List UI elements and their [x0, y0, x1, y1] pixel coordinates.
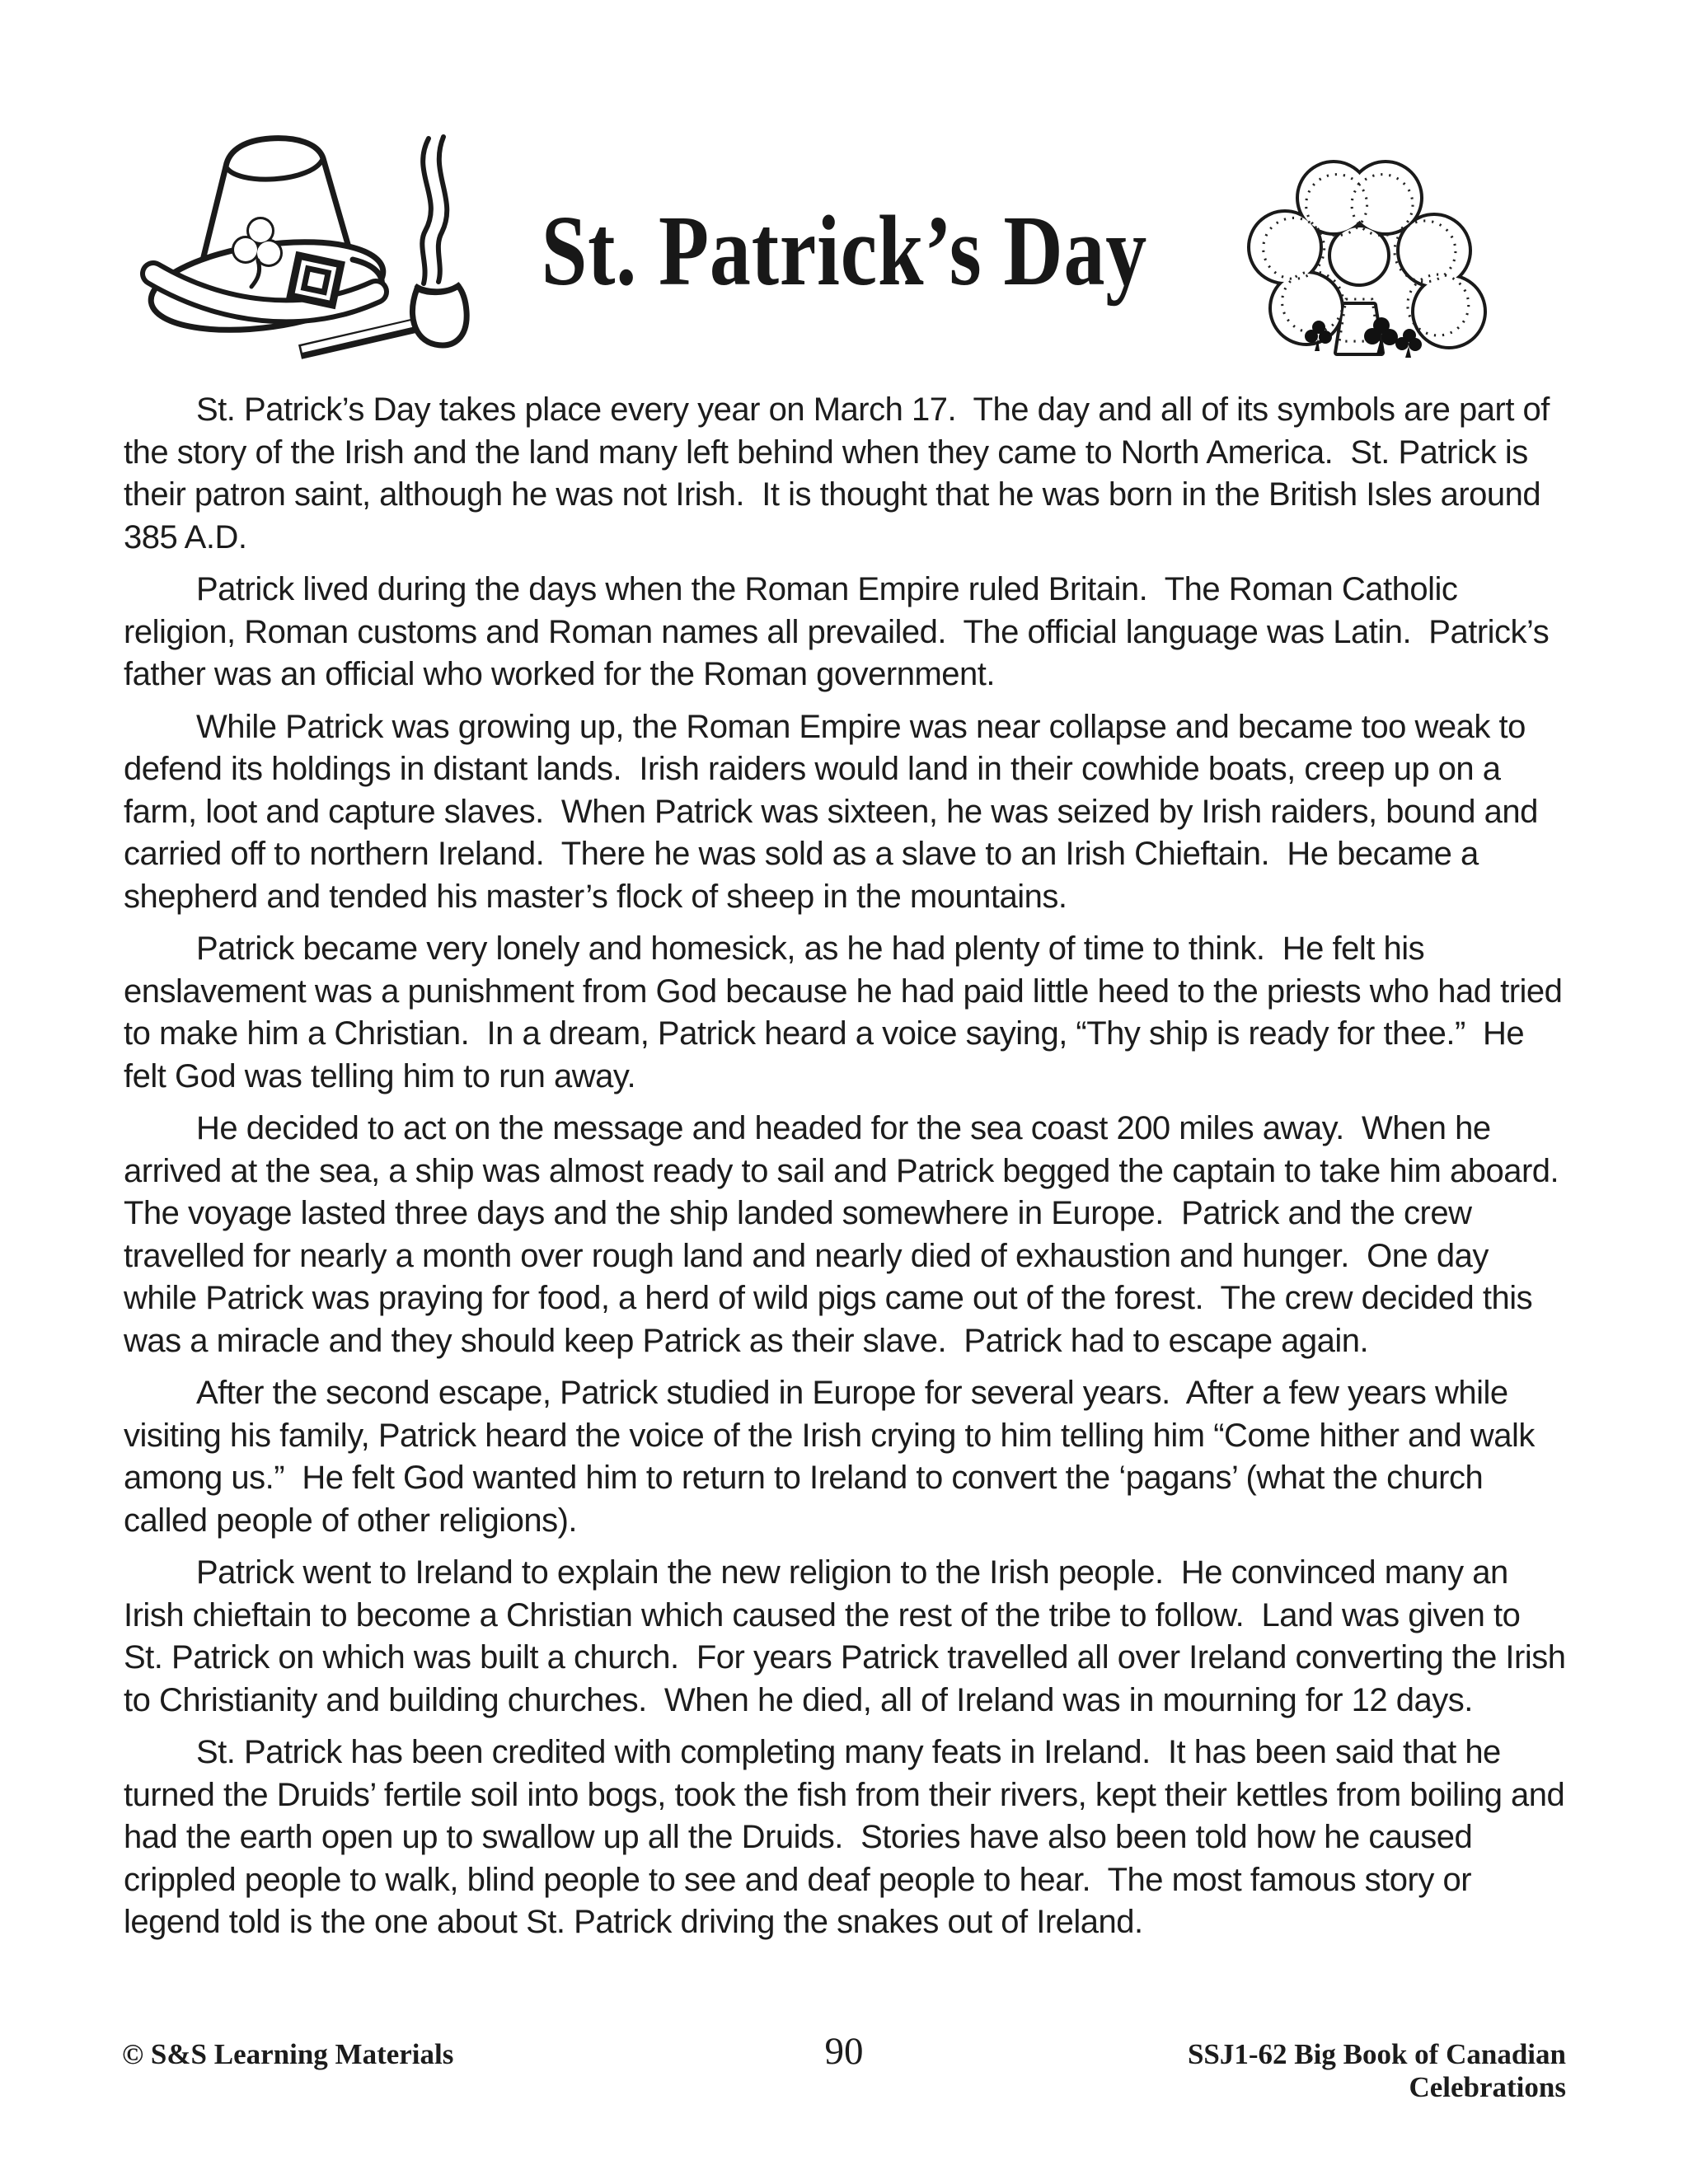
- paragraph-4: Patrick became very lonely and homesick, as he had plenty of time to think. He felt his enslavement was a punishment from God because he had paid little heed to the priests who had tried to make him a Christian. In a dream, Patrick heard a voice saying, “Thy ship is ready for thee.” He felt God was telling him to run away.: [124, 930, 1572, 1094]
- article-body: [124, 389, 1576, 1954]
- paragraph-2: Patrick lived during the days when the Roman Empire ruled Britain. The Roman Catholic religion, Roman customs and Roman names all prevailed. The official language was Latin. Patrick’s father was an official who worked for the Roman government.: [124, 571, 1558, 692]
- leprechaun-hat-pipe-drawing: [106, 115, 501, 387]
- paragraph-3: While Patrick was growing up, the Roman Empire was near collapse and became too weak to defend its holdings in distant lands. Irish raiders would land in their cowhide boats, creep up on a farm, loot and capture slaves. When Patrick was sixteen, he was seized by Irish raiders, bound and carried off to northern Ireland. There he was sold as a slave to an Irish Chieftain. He became a shepherd and tended his master’s flock of sheep in the mountains.: [124, 708, 1547, 915]
- page-number: 90: [824, 2030, 864, 2073]
- paragraph-7: Patrick went to Ireland to explain the new religion to the Irish people. He convinced many an Irish chieftain to become a Christian which caused the rest of the tribe to follow. Land was given to St. Patrick on which was built a church. For years Patrick travelled all over Ireland converting the Irish to Christianity and building churches. When he died, all of Ireland was in mourning for 12 days.: [124, 1554, 1575, 1718]
- paragraph-8: St. Patrick has been credited with completing many feats in Ireland. It has been said that he turned the Druids’ fertile soil into bogs, took the fish from their rivers, kept their kettles from boiling and had the earth open up to swallow up all the Druids. Stories have also been told how he caused crippled people to walk, blind people to see and deaf people to hear. The most famous story or legend told is the one about St. Patrick driving the snakes out of Ireland.: [124, 1734, 1573, 1940]
- copyright-text: © S&S Learning Materials: [122, 2038, 454, 2070]
- paragraph-6: After the second escape, Patrick studied in Europe for several years. After a few years while visiting his family, Patrick heard the voice of the Irish crying to him telling him “Come hither and walk among us.” He felt God wanted him to return to Ireland to convert the ‘pagans’ (what the church called people of other religions).: [124, 1375, 1544, 1539]
- shamrock-icon: [1193, 120, 1568, 383]
- source-text: SSJ1-62 Big Book of Canadian Celebrations: [1187, 2038, 1566, 2103]
- shamrock-drawing: [1193, 120, 1568, 383]
- page-footer: [122, 2029, 1566, 2104]
- page-title: St. Patrick’s Day: [541, 195, 1147, 307]
- paragraph-5: He decided to act on the message and headed for the sea coast 200 miles away. When he arrived at the sea, a ship was almost ready to sail and Patrick begged the captain to take him aboard. The voyage lasted three days and the ship landed somewhere in Europe. Patrick and the crew travelled for nearly a month over rough land and nearly died of exhaustion and hunger. One day while Patrick was praying for food, a herd of wild pigs came out of the forest. The crew decided this was a miracle and they should keep Patrick as their slave. Patrick had to escape again.: [124, 1110, 1576, 1359]
- leprechaun-hat-icon: [106, 115, 501, 387]
- paragraph-1: St. Patrick’s Day takes place every year on March 17. The day and all of its symbols are part of the story of the Irish and the land many left behind when they came to North America. St. Patrick is their patron saint, although he was not Irish. It is thought that he was born in the British Isles around 385 A.D.: [124, 391, 1559, 555]
- page-header: [0, 107, 1688, 396]
